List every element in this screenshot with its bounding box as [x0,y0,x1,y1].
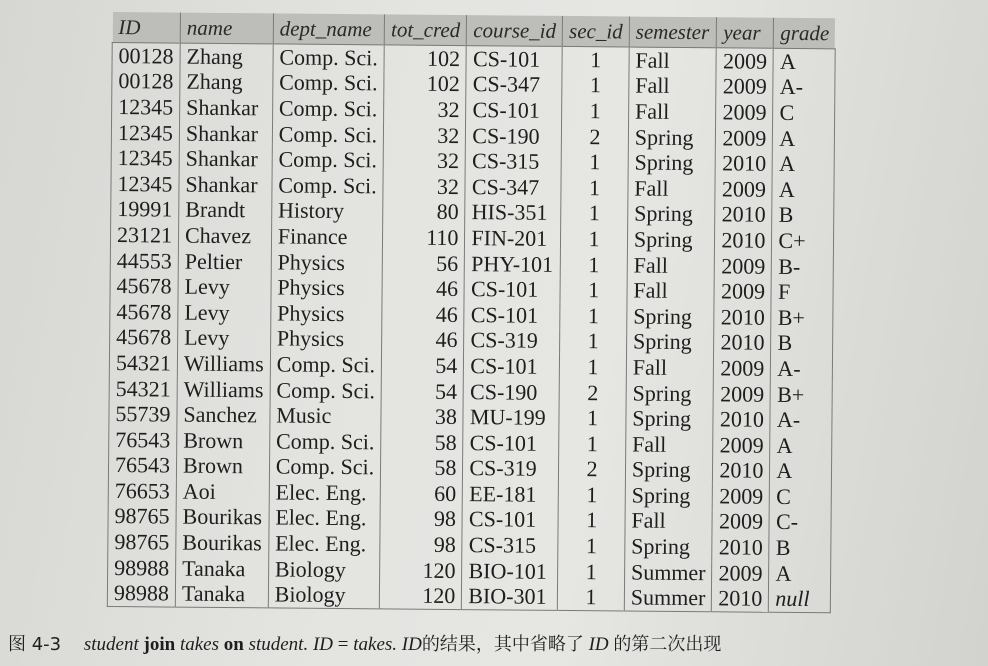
table-cell: Spring [626,406,714,432]
table-cell: A [776,458,793,484]
table-cell: Comp. Sci. [273,44,385,71]
table-cell: Physics [271,275,383,302]
table-cell: C [779,99,795,125]
table-cell: Spring [627,227,715,253]
table-cell: 55739 [109,401,177,427]
table-row [107,580,830,612]
join-result-table [107,12,836,613]
table-cell: Williams [177,351,270,377]
table-cell: Comp. Sci. [273,70,385,97]
table-cell: A [775,560,792,586]
table-cell: 2009 [712,560,769,586]
table-cell: Fall [625,508,713,534]
table-cell: B- [778,253,801,279]
table-cell: Levy [178,300,271,326]
table-cell: 54321 [109,350,177,376]
column-header: year [717,17,774,48]
table-cell: C+ [778,227,806,254]
table-cell: CS-315 [466,148,562,174]
table-cell: Shankar [179,120,272,146]
caption-text-second: 的第二次出现 [613,634,722,655]
table-cell: Spring [626,329,714,355]
column-header: dept_name [273,13,385,44]
table-cell: Fall [628,175,716,201]
table-cell: 102 [384,45,466,72]
table-cell: C- [775,509,799,535]
table-cell: Spring [625,457,713,483]
table-cell: 98 [380,506,462,532]
table-cell: A [778,176,795,202]
table-cell: Elec. Eng. [269,479,381,506]
table-cell: B [778,202,794,228]
table-cell: MU-199 [463,404,559,430]
table-cell: 2010 [713,407,770,433]
table-cell: 58 [381,455,463,481]
table-cell: 98765 [108,529,176,555]
table-cell: Comp. Sci. [269,428,381,455]
table-cell: Levy [178,274,271,300]
table-cell: 2009 [712,509,769,535]
table-cell: 1 [558,559,625,585]
table-cell: 1 [560,303,627,329]
table-cell: B [777,330,793,356]
table-cell: 54 [382,352,464,378]
table-cell: 2010 [712,586,769,613]
table-cell: 110 [383,225,465,251]
table-cell: 2009 [716,125,773,151]
table-cell: Fall [626,355,714,381]
table-cell: 32 [384,97,466,123]
table-cell: 23121 [110,222,178,248]
table-cell: Comp. Sci. [270,377,382,404]
table-cell: 1 [560,328,627,354]
table-cell: 2009 [713,483,770,509]
table-cell: 38 [381,404,463,430]
table-cell: Comp. Sci. [269,454,381,481]
table-cell: BIO-101 [462,558,558,584]
table-cell: 1 [561,175,628,201]
table-cell: 1 [561,200,628,226]
table-cell: Finance [271,224,383,251]
table-cell: 2 [559,456,626,482]
caption-relation-student: student [83,634,139,655]
table-cell: Comp. Sci. [272,96,384,123]
table-cell: 1 [558,533,625,559]
table-cell: A [776,432,793,458]
table-cell: 1 [560,277,627,303]
table-cell: 54 [381,378,463,404]
column-header: ID [112,12,180,43]
table-cell: Bourikas [176,530,269,556]
table-cell: 2010 [715,202,772,228]
table-cell: null [775,586,810,612]
column-header: name [180,13,273,44]
table-cell: Biology [268,582,380,609]
table-cell: 46 [382,301,464,327]
table-cell: 60 [380,480,462,506]
table-cell: 2010 [712,535,769,561]
table-cell: 12345 [111,145,179,171]
table-cell: Peltier [178,248,271,274]
column-header: semester [629,17,717,48]
table-cell: Summer [624,559,712,585]
table-cell: Physics [271,249,383,276]
table-cell: A- [776,406,801,433]
table-cell: Sanchez [177,402,270,428]
table-cell: B [775,534,791,561]
table-cell: Spring [627,303,715,329]
table-cell: 98 [380,532,462,558]
caption-attr-id: ID [588,634,609,655]
table-cell: Fall [627,278,715,304]
table-cell: 45678 [110,299,178,325]
table-cell: A [779,48,797,74]
table-body [107,43,835,613]
table-cell: 2 [562,124,629,150]
table-cell: CS-347 [466,72,562,98]
table-cell: 2010 [715,227,772,253]
table-cell: Spring [628,124,716,150]
table-cell: 45678 [110,325,178,351]
table-cell: BIO-301 [462,584,558,611]
column-header: sec_id [562,16,629,47]
table-cell: CS-101 [466,46,562,73]
table-cell: 46 [382,276,464,302]
table-cell: Fall [629,73,717,99]
table-cell: 2009 [714,381,771,407]
table-cell: Chavez [178,223,271,249]
table-cell: 1 [560,354,627,380]
table-cell: 19991 [111,197,179,223]
table-cell: Bourikas [176,504,269,530]
table-cell: Fall [628,99,716,125]
caption-keyword-join: join [143,634,176,655]
table-cell: Physics [270,326,382,353]
table-cell: Comp. Sci. [272,121,384,148]
table-cell: Elec. Eng. [269,505,381,532]
table-cell: HIS-351 [465,200,561,226]
table-cell: 2010 [714,304,771,330]
table-cell: CS-101 [464,353,560,379]
table-cell: 98988 [107,580,175,607]
table-cell: A- [777,355,801,381]
table-cell: Biology [268,556,380,583]
table-cell: 2009 [714,355,771,381]
figure-label: 图 4-3 [8,634,62,655]
table-cell: C [776,483,792,509]
table-cell: 32 [383,173,465,199]
table-cell: 1 [562,46,629,73]
table-cell: CS-319 [464,328,560,354]
table-cell: CS-101 [462,507,558,533]
table-cell: CS-315 [462,532,558,558]
table-cell: 2009 [716,48,773,75]
table-cell: Summer [624,585,712,612]
table-cell: 1 [561,226,628,252]
caption-keyword-on: on [223,634,244,655]
table-cell: 00128 [112,43,180,70]
table-cell: History [271,198,383,225]
table-cell: Tanaka [175,581,268,608]
table-cell: 2009 [715,253,772,279]
table-cell: 2009 [713,432,770,458]
table-cell: CS-190 [463,379,559,405]
table-cell: Comp. Sci. [272,147,384,174]
table-cell: 2010 [716,151,773,177]
table-cell: 1 [559,431,626,457]
table-cell: Spring [626,380,714,406]
table-cell: Comp. Sci. [270,352,382,379]
table-cell: 2009 [715,176,772,202]
table-cell: Zhang [180,43,273,70]
table-cell: 2009 [716,99,773,125]
table-cell: Brandt [179,197,272,223]
table-cell: 2010 [713,458,770,484]
table-cell: 1 [558,482,625,508]
caption-relation-takes: takes [179,634,219,655]
table-cell: 2010 [714,330,771,356]
table-cell: FIN-201 [465,225,561,251]
table-cell: B+ [777,381,805,407]
table-cell: Levy [178,325,271,351]
table-cell: 2009 [714,279,771,305]
table-cell: 32 [383,148,465,174]
table-cell: CS-347 [465,174,561,200]
table-cell: 76653 [108,478,176,504]
table-cell: 1 [558,584,625,611]
table-cell: CS-101 [464,302,560,328]
table-cell: 1 [559,405,626,431]
column-header: grade [774,18,836,49]
table-cell: CS-319 [463,456,559,482]
table-cell: CS-101 [463,430,559,456]
table-cell: Comp. Sci. [272,172,384,199]
table-cell: Williams [177,376,270,402]
table-cell: 80 [383,199,465,225]
table-cell: PHY-101 [465,251,561,277]
table-cell: Fall [626,431,714,457]
table-cell: 1 [558,508,625,534]
table-cell: Spring [625,534,713,560]
table-cell: 44553 [110,248,178,274]
table-cell: Tanaka [176,555,269,581]
table-cell: 12345 [111,171,179,197]
table-cell: Brown [177,427,270,453]
column-header: course_id [467,15,563,46]
table-cell: Zhang [180,69,273,95]
table-cell: 98765 [108,504,176,530]
table-cell: 102 [384,71,466,97]
table-cell: EE-181 [463,481,559,507]
table-cell: 12345 [111,120,179,146]
table-cell: Fall [627,252,715,278]
table-cell: Shankar [179,146,272,172]
table-cell: Brown [176,453,269,479]
table-cell: F [777,278,791,305]
column-header: tot_cred [384,14,466,45]
table-cell: Physics [271,300,383,327]
table-cell: 00128 [112,69,180,95]
table-cell: 76543 [109,427,177,453]
table-cell: Aoi [176,479,269,505]
table-cell: A [779,125,796,151]
table-cell: Spring [628,201,716,227]
table-cell: 1 [562,98,629,124]
table-cell: A- [779,74,804,100]
table-cell: 45678 [110,273,178,299]
table-cell: 76543 [108,452,176,478]
table-cell: 32 [384,122,466,148]
table-cell: 2009 [716,74,773,100]
table-cell: 1 [560,252,627,278]
table-cell: 1 [562,73,629,99]
table-cell: CS-101 [464,276,560,302]
table-cell: B+ [777,304,806,330]
table-cell: 54321 [109,376,177,402]
table-cell: 56 [382,250,464,276]
join-result-table-wrap [107,12,836,613]
table-cell: A [779,151,796,177]
table-cell: Elec. Eng. [269,531,381,558]
table-cell: Spring [628,150,716,176]
table-cell: 1 [561,149,628,175]
table-cell: CS-101 [466,97,562,123]
table-cell: 46 [382,327,464,353]
table-cell: 58 [381,429,463,455]
table-cell: Shankar [179,172,272,198]
table-cell: 98988 [108,555,176,581]
caption-equals: = [337,634,349,655]
caption-text-result: 的结果，其中省略了 [421,634,584,655]
figure-caption [8,630,721,656]
caption-attr-takes-id: takes. ID [353,634,422,655]
table-cell: Music [270,403,382,430]
caption-attr-student-id: student. ID [248,634,334,655]
table-cell: Shankar [180,95,273,121]
table-cell: 120 [379,583,461,610]
table-cell: Fall [629,47,717,74]
table-cell: Spring [625,483,713,509]
table-cell: 120 [380,557,462,583]
table-cell: 2 [559,380,626,406]
table-cell: 12345 [112,94,180,120]
table-cell: CS-190 [466,123,562,149]
